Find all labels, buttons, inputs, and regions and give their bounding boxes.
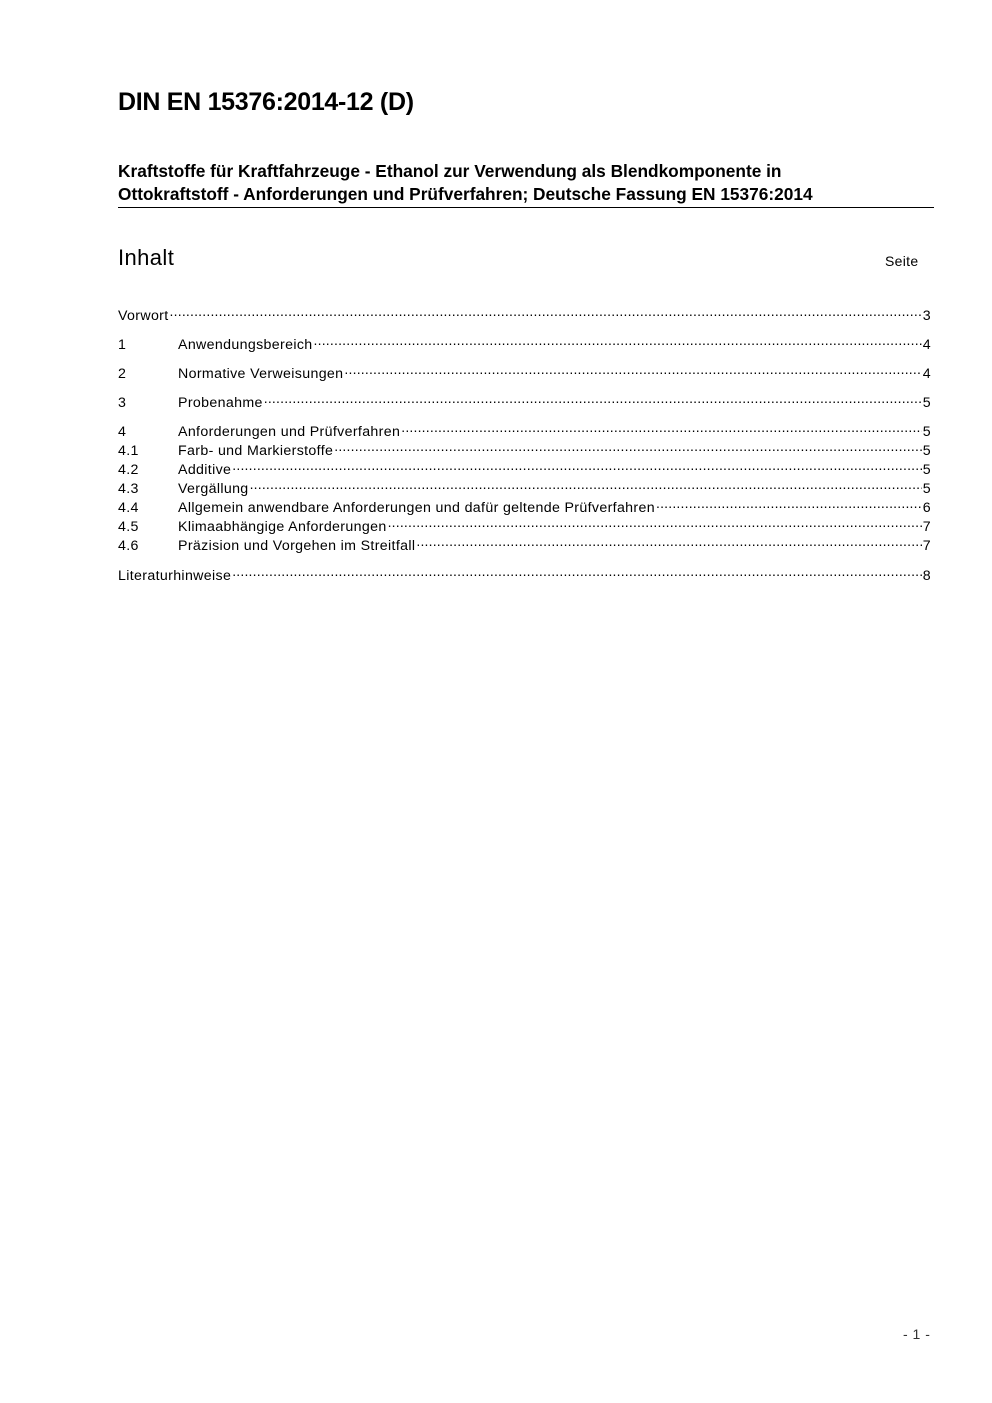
toc-entry-title: Additive [178,462,232,478]
toc-leader-dots [314,331,922,349]
toc-leader-dots [388,513,922,531]
page-number: - 1 - [903,1326,931,1342]
toc-entry-2[interactable] [118,360,931,383]
toc-entry-number: 3 [118,395,127,411]
toc-entry-number: 4.2 [118,462,139,478]
toc-entry-title: Klimaabhängige Anforderungen [178,519,387,535]
toc-page-column-heading: Seite [885,253,919,269]
toc-leader-dots [250,475,922,493]
toc-entry-page: 5 [922,443,931,459]
toc-leader-dots [232,562,922,580]
toc-entry-title: Vergällung [178,481,249,497]
toc-entry-page: 6 [922,500,931,516]
toc-entry-title: Anwendungsbereich [178,337,313,353]
toc-leader-dots [334,437,922,455]
toc-entry-number: 4.5 [118,519,139,535]
toc-entry-number: 1 [118,337,127,353]
document-title [118,160,934,208]
toc-entry-title: Präzision und Vorgehen im Streitfall [178,538,416,554]
toc-entry-page: 4 [922,366,931,382]
toc-entry-3[interactable] [118,389,931,412]
toc-entry-page: 5 [922,481,931,497]
document-id: DIN EN 15376:2014-12 (D) [118,88,414,116]
toc-entry-title: Allgemein anwendbare Anforderungen und dafür geltende Prüfverfahren [178,500,655,516]
document-title-line-1: Kraftstoffe für Kraftfahrzeuge - Ethanol zur Verwendung als Blendkomponente in [118,161,782,181]
toc-entry-number: 4.4 [118,500,139,516]
toc-entry-page: 8 [922,568,931,584]
toc-entry-title: Normative Verweisungen [178,366,344,382]
toc-entry-literaturhinweise[interactable] [118,562,931,585]
toc-entry-title: Literaturhinweise [118,568,232,584]
toc-entry-page: 7 [922,538,931,554]
toc-entry-title: Probenahme [178,395,263,411]
toc-entry-page: 5 [922,462,931,478]
toc-entry-4-6[interactable] [118,532,931,555]
toc-leader-dots [401,418,922,436]
toc-entry-number: 4 [118,424,127,440]
toc-leader-dots [344,360,921,378]
toc-entry-page: 5 [922,395,931,411]
toc-leader-dots [656,494,922,512]
toc-leader-dots [170,302,922,320]
toc-entry-number: 4.3 [118,481,139,497]
toc-entry-1[interactable] [118,331,931,354]
toc-entry-vorwort[interactable] [118,302,931,325]
toc-entry-page: 3 [922,308,931,324]
document-title-line-2: Ottokraftstoff - Anforderungen und Prüfverfahren; Deutsche Fassung EN 15376:2014 [118,184,813,204]
toc-leader-dots [264,389,922,407]
toc-entry-page: 5 [922,424,931,440]
toc-entry-number: 4.6 [118,538,139,554]
toc-leader-dots [416,532,921,550]
toc-entry-title: Anforderungen und Prüfverfahren [178,424,401,440]
toc-entry-title: Vorwort [118,308,169,324]
toc-entry-number: 4.1 [118,443,139,459]
toc-leader-dots [232,456,921,474]
toc-entry-page: 7 [922,519,931,535]
toc-heading: Inhalt [118,245,175,270]
toc-entry-page: 4 [922,337,931,353]
toc-entry-title: Farb- und Markierstoffe [178,443,334,459]
toc-entry-number: 2 [118,366,127,382]
